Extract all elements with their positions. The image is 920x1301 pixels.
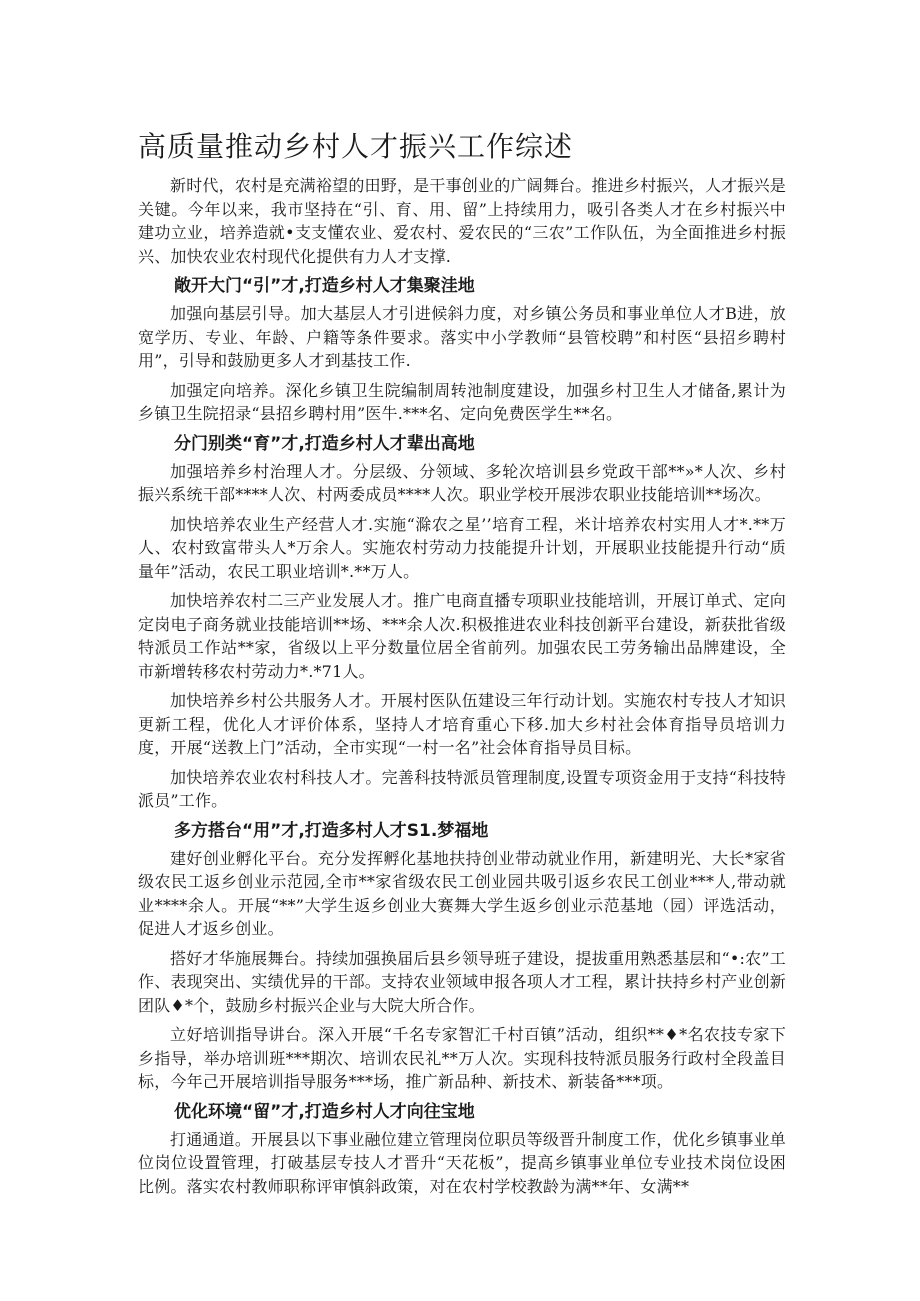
paragraph: 加快培养农业生产经营人才.实施“滁农之星’’培育工程，米计培养农村实用人才*.**万人、农村致富带头人*万余人。实施农村劳动力技能提升计划，开展职业技能提升行动“质量年”活动，农民工职业培训*.**万人。 bbox=[138, 514, 786, 581]
document-title: 高质量推动乡村人才振兴工作综述 bbox=[138, 130, 574, 163]
paragraph: 加快培养乡村公共服务人才。开展村医队伍建设三年行动计划。实施农村专技人才知识更新工程，优化人才评价体系，坚持人才培育重心下移.加大乡村社会体育指导员培训力度，开展“送教上门”活动，全市实现“一村一名”社会体育指导员目标。 bbox=[138, 691, 786, 757]
section-yong bbox=[138, 819, 786, 1094]
section-heading: 分门别类“育”才,打造乡村人才辈出高地 bbox=[174, 433, 475, 454]
paragraph: 加强定向培养。深化乡镇卫生院编制周转池制度建设，加强乡村卫生人才储备,累计为乡镇卫生院招录“县招乡聘村用”医牛.***名、定向免费医学生**名。 bbox=[138, 380, 786, 423]
section-heading: 敞开大门“引”才,打造乡村人才集聚洼地 bbox=[174, 276, 475, 296]
section-yu bbox=[138, 432, 786, 813]
section-heading: 多方搭台“用”才,打造多村人才S1.梦福地 bbox=[174, 820, 489, 841]
paragraph: 加强培养乡村治理人才。分层级、分领域、多轮次培训县乡党政干部**»*人次、乡村振兴系统干部****人次、村两委成员****人次。职业学校开展涉农职业技能培训**场次。 bbox=[138, 461, 786, 504]
intro-paragraph: 新时代，农村是充满裕望的田野，是干事创业的广阔舞台。推进乡村振兴，人才振兴是关键。今年以来，我市坚持在“引、育、用、留”上持续用力，吸引各类人才在乡村振兴中建功立业，培养造就•支支懂农业、爱农村、爱农民的“三农”工作队伍，为全面推进乡村振兴、加快农业农村现代化提供有力人才支撑. bbox=[138, 176, 786, 266]
paragraph: 加快培养农村二三产业发展人才。推广电商直播专项职业技能培训，开展订单式、定向定岗电子商务就业技能培训**场、***余人次.积极推进农业科技创新平台建设，新获批省级特派员工作站**家，省级以上平分数量位居全省前列。加强农民工劳务输出品牌建设，全市新增转移农村劳动力*.*71人。 bbox=[138, 591, 786, 681]
paragraph: 搭好才华施展舞台。持续加强换届后县乡领导班子建设，提拔重用熟悉基层和“•:农”工作、表现突出、实绩优异的干部。支持农业领域申报各项人才工程，累计扶持乡村产业创新团队♦*个，鼓励乡村振兴企业与大院大所合作。 bbox=[138, 948, 787, 1015]
paragraph: 加强向基层引导。加大基层人才引进候斜力度，对乡镇公务员和事业单位人才B进，放宽学历、专业、年龄、户籍等条件要求。落实中小学教师“县管校聘”和村医“县招乡聘村用”，引导和鼓励更多人才到基技工作. bbox=[138, 304, 786, 370]
paragraph: 建好创业孵化平台。充分发挥孵化基地扶持创业带动就业作用，新建明光、大长*家省级农民工返乡创业示范园,全市**家省级农民工创业园共吸引返乡农民工创业***人,带动就业****余人。开展“**”大学生返乡创业大赛舞大学生返乡创业示范基地（园）评选活动，促进人才返乡创业。 bbox=[138, 848, 786, 938]
document-body bbox=[138, 174, 786, 1204]
paragraph: 立好培训指导讲台。深入开展“千名专家智汇千村百镇”活动，组织**♦*名农技专家下乡指导，举办培训班***期次、培训农民礼**万人次。实现科技特派员服务行政村全段盖目标，今年己开展培训指导服务***场，推广新品种、新技术、新装备***项。 bbox=[138, 1025, 786, 1091]
paragraph: 打通通道。开展县以下事业融位建立管理岗位职员等级晋升制度工作，优化乡镇事业单位岗位设置管理，打破基层专技人才晋升“天花板”，提高乡镇事业单位专业技术岗位设困比例。落实农村教师职称评审慎斜政策，对在农村学校教龄为满**年、女满** bbox=[138, 1129, 786, 1196]
section-yin bbox=[138, 274, 786, 426]
paragraph: 加快培养农业农村科技人才。完善科技特派员管理制度,设置专项资金用于支持“科技特派员”工作。 bbox=[138, 767, 786, 810]
section-liu bbox=[138, 1100, 786, 1199]
section-heading: 优化环境“留”才,打造乡村人才向往宝地 bbox=[174, 1101, 475, 1122]
